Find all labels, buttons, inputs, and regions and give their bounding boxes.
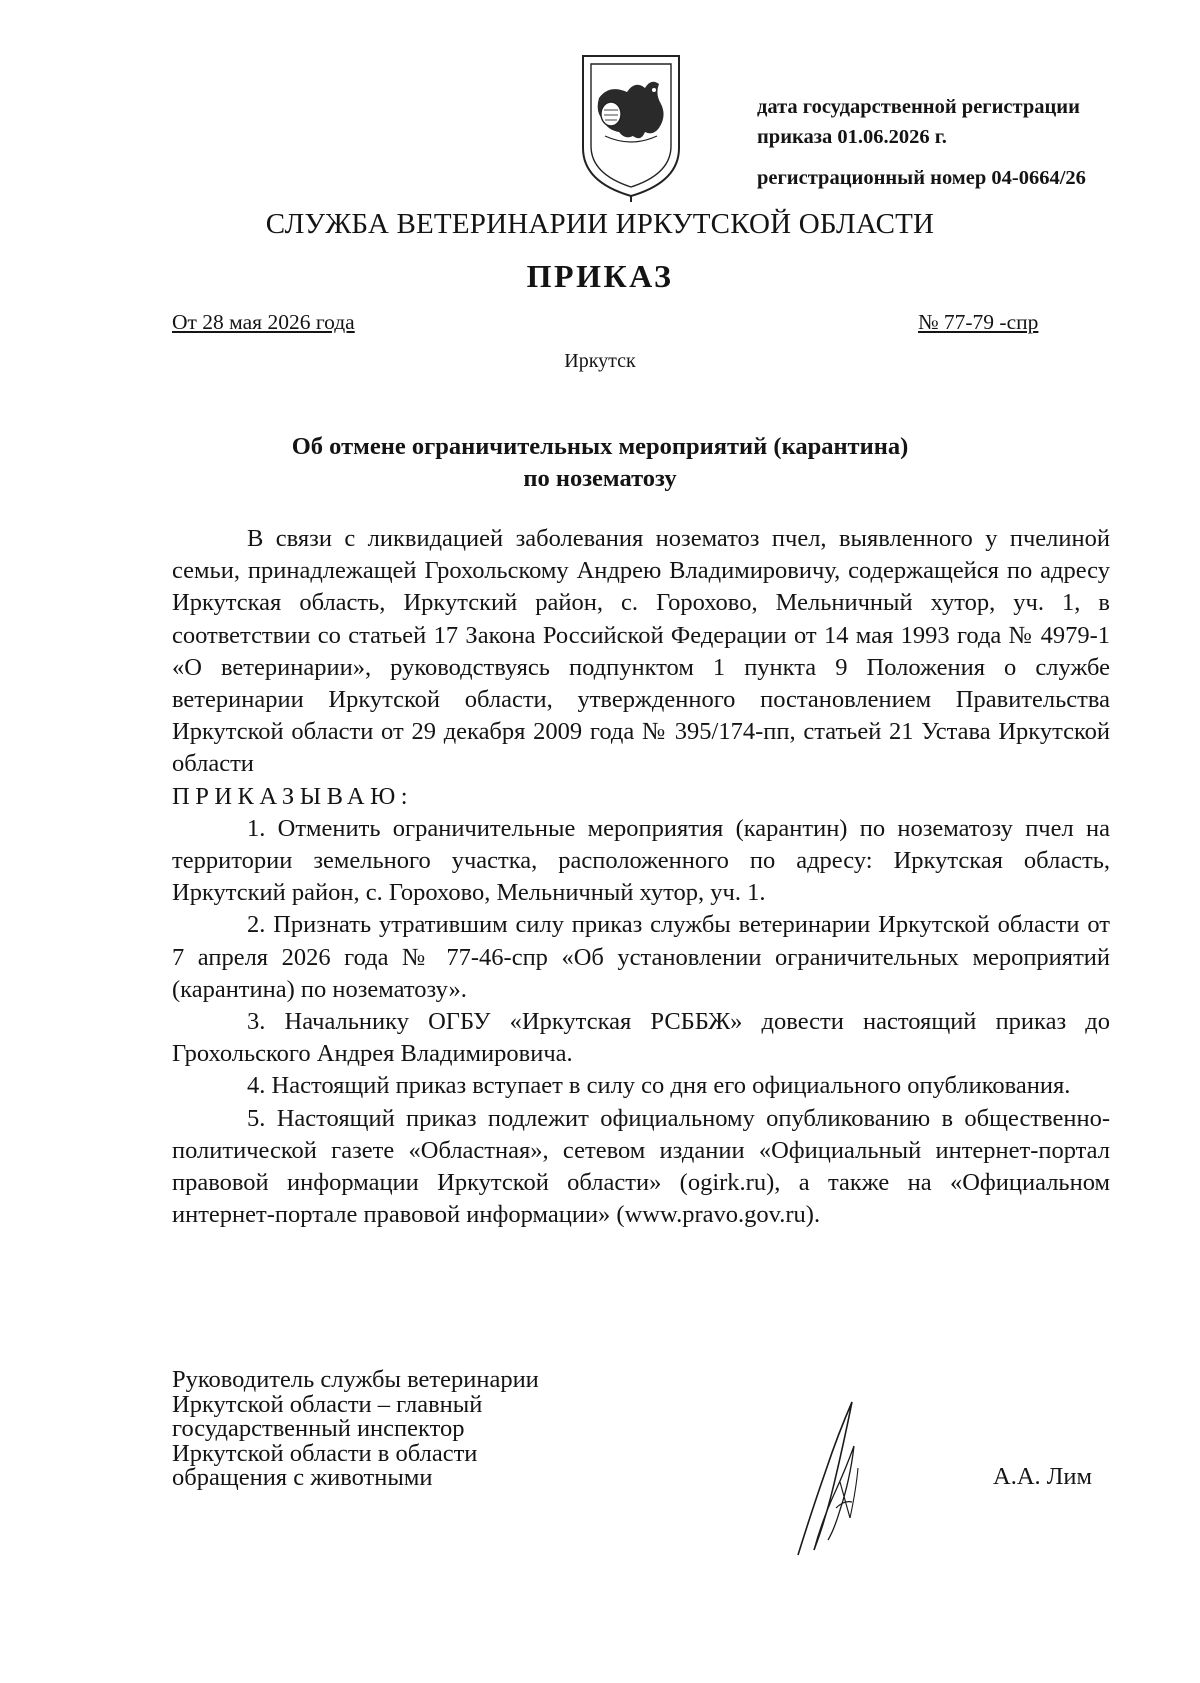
order-number: № 77-79 -спр bbox=[918, 310, 1039, 334]
document-type: ПРИКАЗ bbox=[526, 258, 674, 294]
signer-position-line: Иркутской области в области bbox=[172, 1439, 478, 1467]
document-title-line-2: по нозематозу bbox=[523, 465, 677, 492]
document-title bbox=[0, 431, 1200, 495]
registration-number: регистрационный номер 04-0664/26 bbox=[757, 167, 1086, 189]
order-item: 1. Отменить ограничительные мероприятия (карантин) по нозематозу пчел на территории земельного участка, расположенного по адресу: Иркутская область, Иркутский район, с. Горохово, Мельничный хутор, уч. 1. bbox=[172, 814, 1110, 907]
registration-info bbox=[757, 92, 1177, 193]
organization-name: СЛУЖБА ВЕТЕРИНАРИИ ИРКУТСКОЙ ОБЛАСТИ bbox=[265, 208, 935, 240]
signer-position-line: государственный инспектор bbox=[172, 1415, 465, 1442]
order-date: От 28 мая 2026 года bbox=[172, 310, 355, 334]
signer-position-line: Руководитель службы ветеринарии bbox=[172, 1366, 539, 1393]
signer-position-line: Иркутской области – главный bbox=[172, 1390, 483, 1418]
city: Иркутск bbox=[564, 350, 636, 372]
order-item: 3. Начальнику ОГБУ «Иркутская РСББЖ» довести настоящий приказ до Грохольского Андрея Владимировича. bbox=[172, 1008, 1110, 1068]
order-item: 5. Настоящий приказ подлежит официальному опубликованию в общественно-политической газете «Областная», сетевом издании «Официальный интернет-портал правовой информации Иркутской области» (ogirk.ru), а также на «Официальном интернет-портале правовой информации» (www.pravo.gov.ru). bbox=[172, 1104, 1110, 1229]
coat-of-arms-emblem bbox=[575, 50, 687, 202]
registration-date-label: дата государственной регистрации bbox=[757, 96, 1080, 118]
document-body bbox=[172, 523, 1110, 1231]
registration-date: приказа 01.06.2026 г. bbox=[757, 126, 947, 148]
signer-position-line: обращения с животными bbox=[172, 1464, 433, 1491]
order-item: 2. Признать утратившим силу приказ службы ветеринарии Иркутской области от 7 апреля 2026 года № 77-46-спр «Об установлении ограничительных мероприятий (карантина) по нозематозу». bbox=[172, 911, 1110, 1003]
signer-position bbox=[172, 1368, 642, 1491]
document-title-line-1: Об отмене ограничительных мероприятий (карантина) bbox=[291, 433, 909, 460]
handwritten-signature bbox=[792, 1390, 872, 1560]
order-word: ПРИКАЗЫВАЮ: bbox=[172, 782, 414, 810]
order-item: 4. Настоящий приказ вступает в силу со дня его официального опубликования. bbox=[247, 1072, 1071, 1100]
preamble-paragraph: В связи с ликвидацией заболевания нозематоз пчел, выявленного у пчелиной семьи, принадлежащей Грохольскому Андрею Владимировичу, содержащейся по адресу Иркутская область, Иркутский район, с. Горохово, Мельничный хутор, уч. 1, в соответствии со статьей 17 Закона Российской Федерации от 14 мая 1993 года № 4979-1 «О ветеринарии», руководствуясь подпунктом 1 пункта 9 Положения о службе ветеринарии Иркутской области, утвержденного постановлением Правительства Иркутской области от 29 декабря 2009 года № 395/174-пп, статьей 21 Устава Иркутской области bbox=[172, 525, 1110, 778]
signer-name: А.А. Лим bbox=[993, 1463, 1092, 1490]
